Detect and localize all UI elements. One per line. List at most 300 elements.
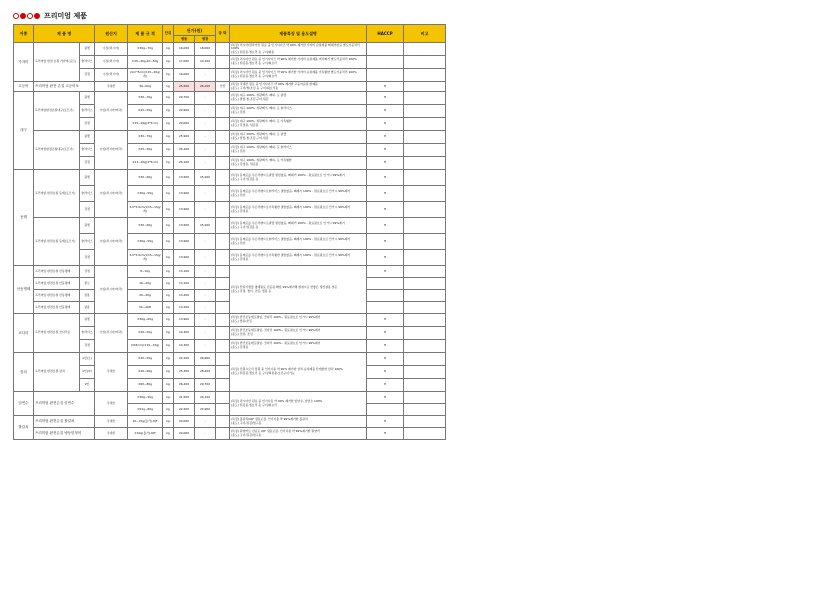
note-cell	[404, 302, 446, 314]
kind-cell: 필렛	[80, 92, 95, 105]
fish-cell: 코다리	[14, 314, 34, 353]
note-cell	[404, 144, 446, 157]
spec-cell: ±30~60g	[128, 170, 163, 186]
haccp-cell: H	[367, 118, 404, 131]
spec-cell: ±30~60g	[128, 218, 163, 234]
grade-cell	[216, 234, 230, 250]
grade-cell	[216, 250, 230, 266]
frozen-cell: 26,100	[174, 144, 195, 157]
header-spec: 제 품 규 격	[128, 25, 163, 43]
unit-cell: kg	[163, 327, 174, 340]
unit-cell: kg	[163, 416, 174, 428]
header-desc: 제품특징 및 용도설명	[230, 25, 367, 43]
note-cell	[404, 234, 446, 250]
name-cell: 프리미엄 완전손질 동태(포뜨기)	[34, 170, 80, 218]
desc-cell: (특징) 대구 100%, 위판뼈기, 뼈피, 포 필렛 (용도) 찜탕,찜,조림,구이,튀김	[230, 131, 367, 144]
desc-cell: (특징) 반건조동태포절임, 코다리 100% , 원료필요로 인가시 99%제거 (용도) 전류, 조림	[230, 327, 367, 340]
unit-cell: kg	[163, 82, 174, 92]
grade-cell	[216, 366, 230, 379]
grade-cell	[216, 340, 230, 353]
fish-cell: 임연수	[14, 392, 34, 416]
chilled-cell: -	[195, 428, 216, 440]
note-cell	[404, 118, 446, 131]
desc-cell: (특징) 대구 100%, 위판뼈기, 뼈피, 포 슬라이스 (용도) 전류	[230, 105, 367, 118]
fish-cell: 동태	[14, 170, 34, 266]
origin-cell: 수입(러시아/미국)	[95, 218, 128, 266]
kind-cell: 슬라이스	[80, 234, 95, 250]
unit-cell: kg	[163, 392, 174, 404]
haccp-cell: H	[367, 157, 404, 170]
red-dot-icon	[34, 13, 40, 19]
header-chilled: 냉장	[195, 36, 216, 43]
frozen-cell: 24,100	[174, 353, 195, 366]
grade-cell	[216, 353, 230, 366]
frozen-cell: 16,000	[174, 43, 195, 56]
spec-cell: ±25~50g	[128, 105, 163, 118]
chilled-cell: -	[195, 157, 216, 170]
note-cell	[404, 353, 446, 366]
fish-cell: 가자미	[14, 43, 34, 82]
haccp-cell: H	[367, 131, 404, 144]
frozen-cell: 13,100	[174, 278, 195, 290]
chilled-cell: -	[195, 302, 216, 314]
origin-cell: 국내산	[95, 428, 128, 440]
grade-cell	[216, 314, 230, 327]
desc-cell: (특징) 러시아산 원료 중 인기사용 약 90% 제거한 임연수, 임연수 100% (용도) 튀김용,찜요리 등 구이/회요리	[230, 392, 367, 416]
origin-cell: 수입(러시아/미국)	[95, 266, 128, 314]
note-cell	[404, 290, 446, 302]
grade-cell	[216, 404, 230, 416]
desc-cell: (특징) 볼갈치/IQF 냉동포장, 인기사용 약 99%제거한 볼갈치 (용도) 구이,튀김/찜구용	[230, 416, 367, 428]
haccp-cell: H	[367, 314, 404, 327]
haccp-cell: H	[367, 250, 404, 266]
chilled-cell: -	[195, 250, 216, 266]
haccp-cell: H	[367, 340, 404, 353]
haccp-cell	[367, 302, 404, 314]
haccp-cell: H	[367, 428, 404, 440]
spec-cell: ±40~60g	[128, 366, 163, 379]
desc-cell: (특징) 국내산 원료 중 인기사이즈 약 90% 제거한 고등어순살 완제품 (용도) 구이/찜/조림 등 구이/회요리용	[230, 82, 367, 92]
chilled-cell: -	[195, 131, 216, 144]
desc-cell: (특징) 러시아산 원료 중 인기사이즈 약 90% 제거한 가자미 순살제품 머리뼈거 별도가공처리 100% (용도) 튀김용,찜요리 등 구이/회요리	[230, 56, 367, 69]
spec-cell: 10~15g(틀가),IQF	[128, 416, 163, 428]
chilled-cell: -	[195, 327, 216, 340]
spec-cell: ±30~70g	[128, 92, 163, 105]
desc-cell: (특징) 반건조동태포절임, 코다리 100% , 원료필요로 인가시 99%제거 (용도) 강정용	[230, 340, 367, 353]
unit-cell: kg	[163, 428, 174, 440]
origin-cell: 국내산	[95, 353, 128, 392]
spec-cell: ±30g~50g	[128, 186, 163, 202]
table-row	[14, 43, 446, 56]
chilled-cell: 15,200	[195, 170, 216, 186]
grade-cell	[216, 290, 230, 302]
unit-cell: kg	[163, 118, 174, 131]
haccp-cell: H	[367, 366, 404, 379]
frozen-cell: 14,300	[174, 340, 195, 353]
haccp-cell	[367, 43, 404, 56]
note-cell	[404, 250, 446, 266]
name-cell: 프리미엄 완전손질 산동명태	[34, 278, 80, 290]
frozen-cell: 16,000	[174, 69, 195, 82]
desc-cell: (특징) 동태포를 뚜끈서행으로필렛 절임없음, 뼈제거 100% , 원료필요로 인가시 99%제거 (용도) 구이,튀김용 등	[230, 218, 367, 234]
chilled-cell: -	[195, 278, 216, 290]
chilled-cell: -	[195, 105, 216, 118]
kind-cell: 2인	[80, 379, 95, 392]
frozen-cell: 13,500	[174, 170, 195, 186]
haccp-cell	[367, 69, 404, 82]
desc-cell: (특징) 반건조동태포절임, 코다리 100% , 원료필요로 인가시 99%제거 (용도) 찜용/조림	[230, 314, 367, 327]
name-cell: 프리미엄 완전손질 임연수	[34, 392, 95, 416]
unit-cell: kg	[163, 69, 174, 82]
unit-cell: kg	[163, 366, 174, 379]
grade-cell	[216, 43, 230, 56]
circle-outline-icon	[13, 13, 19, 19]
spec-cell: ±15~20g(3*5cm)	[128, 118, 163, 131]
header-haccp: HACCP	[367, 25, 404, 43]
frozen-cell: 24,000	[174, 416, 195, 428]
header-price: 단가(원)	[174, 25, 216, 36]
frozen-cell: 13,900	[174, 234, 195, 250]
desc-cell: (특징) 러시아산 원료 중 인기사이즈 약 90% 제거한 가자미 순살제품 가독형한 별도가공처리 100% (용도) 튀김용,찜요리 등 구이/회요리	[230, 69, 367, 82]
chilled-cell: -	[195, 144, 216, 157]
chilled-cell: 19,100	[195, 56, 216, 69]
spec-cell: 30~40#	[128, 302, 163, 314]
frozen-cell: 13,200	[174, 290, 195, 302]
desc-cell: (특징) 대구 100%, 위판뼈기, 뼈피, 포 슬라이스 (용도) 전류	[230, 144, 367, 157]
desc-cell: (특징) 대구 100%, 위판뼈기, 뼈피, 포 필렛 (용도) 찜탕,찜,조림,구이,튀김	[230, 92, 367, 105]
note-cell	[404, 82, 446, 92]
spec-cell: 3.0*5.0cm(±15~15g/개)	[128, 250, 163, 266]
name-cell: 프리미엄완전손질대구(포뜨기)	[34, 92, 80, 131]
note-cell	[404, 379, 446, 392]
desc-cell: (특징) 원양어로 진공포 IQF 냉동포장, 인기사용 약 99%제거한 원양어 (용도) 구이,튀김/찜구용	[230, 428, 367, 440]
spec-cell: 20~40g	[128, 290, 163, 302]
grade-cell	[216, 416, 230, 428]
table-row	[14, 82, 446, 92]
chilled-cell: -	[195, 290, 216, 302]
unit-cell: kg	[163, 302, 174, 314]
kind-cell: 강정	[80, 202, 95, 218]
spec-cell: ±60~80g	[128, 379, 163, 392]
kind-cell: 필렛	[80, 131, 95, 144]
chilled-cell: -	[195, 186, 216, 202]
chilled-cell: -	[195, 92, 216, 105]
haccp-cell: H	[367, 379, 404, 392]
spec-cell: 16~20g	[128, 278, 163, 290]
chilled-cell: 28,400	[195, 366, 216, 379]
unit-cell: kg	[163, 218, 174, 234]
haccp-cell: H	[367, 234, 404, 250]
note-cell	[404, 314, 446, 327]
origin-cell: 수입(러시아)	[95, 56, 128, 69]
kind-cell: 1인(中)	[80, 366, 95, 379]
frozen-cell: 22,200	[174, 404, 195, 416]
note-cell	[404, 170, 446, 186]
grade-cell	[216, 392, 230, 404]
spec-cell: ±51g~80g	[128, 404, 163, 416]
name-cell: 프리미엄 완전 손질 고등어포	[34, 82, 95, 92]
header-unit: 단위	[163, 25, 174, 43]
chilled-cell: -	[195, 266, 216, 278]
haccp-cell	[367, 404, 404, 416]
name-cell: 프리미엄 완전 손질 가자미(포뜨)	[34, 43, 80, 82]
note-cell	[404, 428, 446, 440]
spec-cell: ±30~70g	[128, 131, 163, 144]
unit-cell: kg	[163, 234, 174, 250]
note-cell	[404, 69, 446, 82]
grade-cell	[216, 157, 230, 170]
spec-cell: 2cm*5cm(±15~20g/개)	[128, 69, 163, 82]
header-origin: 원산지	[95, 25, 128, 43]
kind-cell: 슬라이스	[80, 105, 95, 118]
fish-cell: 삼치	[14, 353, 34, 392]
table-row	[14, 302, 446, 314]
spec-cell: ±13~20g(3*5cm)	[128, 157, 163, 170]
table-row	[14, 314, 446, 327]
note-cell	[404, 416, 446, 428]
unit-cell: kg	[163, 266, 174, 278]
desc-cell: (특징) 전원으로서 전원 중 인기사용 약 90% 제거한 삼치 순살제품 산재함한 삼치 100% (용도) 튀김용,찜요리 등 구이/회용용,오븐구이가능	[230, 353, 367, 392]
desc-cell: (특징) 러시아/캄차카산 원료 중 인기사이즈 약 90% 제거한 가자미 순살제품 뼈제거완료 별도가공처리 100% (용도) 튀김용,찜요리 등 구이/회용	[230, 43, 367, 56]
chilled-cell: -	[195, 340, 216, 353]
note-cell	[404, 278, 446, 290]
unit-cell: kg	[163, 314, 174, 327]
grade-cell	[216, 131, 230, 144]
note-cell	[404, 392, 446, 404]
note-cell	[404, 105, 446, 118]
haccp-cell	[367, 56, 404, 69]
frozen-cell: 26,400	[174, 379, 195, 392]
unit-cell: kg	[163, 353, 174, 366]
origin-cell: 수입(러시아)	[95, 69, 128, 82]
unit-cell: kg	[163, 340, 174, 353]
chilled-cell: 26,900	[195, 353, 216, 366]
haccp-cell: H	[367, 82, 404, 92]
frozen-cell: 13,200	[174, 302, 195, 314]
haccp-cell: H	[367, 353, 404, 366]
chilled-cell: 26,100	[195, 82, 216, 92]
unit-cell: kg	[163, 186, 174, 202]
note-cell	[404, 202, 446, 218]
unit-cell: kg	[163, 131, 174, 144]
desc-cell: (특징) 대구 100%, 위판뼈기, 뼈피, 포 가독형한 (용도) 강정용, 튀김용	[230, 118, 367, 131]
grade-cell	[216, 170, 230, 186]
desc-cell: (특징) 대구 100%, 위판뼈기, 뼈피, 포 가독형한 (용도) 강정용, 튀김용	[230, 157, 367, 170]
unit-cell: kg	[163, 404, 174, 416]
name-cell: 프리미엄 완전손질 볼갈치	[34, 416, 95, 428]
frozen-cell: 13,900	[174, 314, 195, 327]
haccp-cell	[367, 290, 404, 302]
header-fish: 어종	[14, 25, 34, 43]
spec-cell: (3X5cm)(±15~15g)	[128, 340, 163, 353]
chilled-cell: -	[195, 314, 216, 327]
spec-cell: ±30~50g	[128, 353, 163, 366]
header-frozen: 냉동	[174, 36, 195, 43]
grade-cell	[216, 278, 230, 290]
kind-cell: 필용	[80, 302, 95, 314]
spec-cell: ±30g~50g	[128, 392, 163, 404]
unit-cell: kg	[163, 43, 174, 56]
frozen-cell: 21,500	[174, 392, 195, 404]
chilled-cell: 29,700	[195, 379, 216, 392]
note-cell	[404, 92, 446, 105]
unit-cell: kg	[163, 278, 174, 290]
grade-cell	[216, 302, 230, 314]
grade-cell	[216, 118, 230, 131]
note-cell	[404, 131, 446, 144]
fish-cell: 산동명태	[14, 266, 34, 314]
grade-cell	[216, 266, 230, 278]
table-row	[14, 353, 446, 366]
haccp-cell: H	[367, 144, 404, 157]
table-row	[14, 218, 446, 234]
kind-cell: 강정	[80, 69, 95, 82]
haccp-cell: H	[367, 266, 404, 278]
desc-cell: (특징) 산란기생물 명태원료 진공된 빠름 99%제거해 절취으로 맛좋은 생산설용 얼은 (용도) 강정, 찜이, 조림, 찜용 등	[230, 266, 367, 314]
frozen-cell: 20,700	[174, 92, 195, 105]
name-cell: 프리미엄 완전손질 동태(포뜨기)	[34, 218, 80, 266]
haccp-cell: H	[367, 186, 404, 202]
grade-cell	[216, 327, 230, 340]
unit-cell: kg	[163, 250, 174, 266]
kind-cell: 필렛	[80, 43, 95, 56]
kind-cell: 슬라이스	[80, 327, 95, 340]
table-row	[14, 131, 446, 144]
table-row	[14, 92, 446, 105]
note-cell	[404, 157, 446, 170]
desc-cell: (특징) 동태포를 뚜끈서행으로가독형한 절임없음, 뼈제거 100% , 원료필요로 인가시 99%제거 (용도) 강정용	[230, 250, 367, 266]
spec-cell: 8~10g	[128, 266, 163, 278]
frozen-cell: 25,900	[174, 131, 195, 144]
desc-cell: (특징) 동태포를 뚜끈서행으로가독형한 절임없음, 뼈제거 100% , 원료필요로 인가시 99%제거 (용도) 강정용	[230, 202, 367, 218]
note-cell	[404, 327, 446, 340]
chilled-cell: -	[195, 234, 216, 250]
kind-cell: 전용	[80, 290, 95, 302]
kind-cell: 필렛	[80, 170, 95, 186]
table-body	[14, 43, 446, 440]
kind-cell: 짤구	[80, 278, 95, 290]
kind-cell: 슬라이스	[80, 186, 95, 202]
chilled-cell: -	[195, 69, 216, 82]
haccp-cell	[367, 278, 404, 290]
unit-cell: kg	[163, 92, 174, 105]
origin-cell: 국내산	[95, 416, 128, 428]
kind-cell: 강정	[80, 340, 95, 353]
header-name: 제 품 명	[34, 25, 95, 43]
unit-cell: kg	[163, 144, 174, 157]
haccp-cell: H	[367, 92, 404, 105]
grade-cell	[216, 105, 230, 118]
chilled-cell: -	[195, 416, 216, 428]
name-cell: 프리미엄완전손질대구(포뜨기)	[34, 131, 80, 170]
kind-cell: 강정	[80, 118, 95, 131]
table-row	[14, 170, 446, 186]
kind-cell: 슬라이스	[80, 144, 95, 157]
unit-cell: kg	[163, 170, 174, 186]
frozen-cell: 13,900	[174, 186, 195, 202]
haccp-cell: H	[367, 170, 404, 186]
spec-cell: ±30g~70g	[128, 43, 163, 56]
table-row	[14, 416, 446, 428]
chilled-cell: 24,100	[195, 392, 216, 404]
grade-cell	[216, 428, 230, 440]
kind-cell: 강정	[80, 266, 95, 278]
unit-cell: kg	[163, 202, 174, 218]
header-grade: 등 락	[216, 25, 230, 43]
spec-cell: 3.0*5.0cm(±15~15g/개)	[128, 202, 163, 218]
grade-cell	[216, 92, 230, 105]
grade-cell	[216, 186, 230, 202]
note-cell	[404, 266, 446, 278]
unit-cell: kg	[163, 290, 174, 302]
table-row	[14, 266, 446, 278]
frozen-cell: 17,000	[174, 56, 195, 69]
grade-cell	[216, 144, 230, 157]
desc-cell: (특징) 동태포를 뚜끈서행으로슬라이스 절임없음, 뼈제거 100% , 원료필요로 인가시 99%제거 (용도) 전류	[230, 234, 367, 250]
spec-cell: ±30g~50g	[128, 234, 163, 250]
name-cell: 프리미엄 완전손질 삼치	[34, 353, 80, 392]
table-row	[14, 278, 446, 290]
frozen-cell: 20,000	[174, 118, 195, 131]
chilled-cell: 24,900	[195, 404, 216, 416]
grade-cell: 인상	[216, 82, 230, 92]
frozen-cell: 14,300	[174, 327, 195, 340]
kind-cell: 슬라이스	[80, 56, 95, 69]
table-row	[14, 428, 446, 440]
origin-cell: 국내산	[95, 392, 128, 416]
grade-cell	[216, 69, 230, 82]
origin-cell: 수입(러시아)	[95, 43, 128, 56]
name-cell: 프리미엄 완전손질 산동명태	[34, 302, 80, 314]
unit-cell: kg	[163, 379, 174, 392]
frozen-cell: 13,900	[174, 250, 195, 266]
red-dot-icon	[20, 13, 26, 19]
name-cell: 프리미엄 완전손질 산동명태	[34, 266, 80, 278]
spec-cell: ±10g(틀가),IQF	[128, 428, 163, 440]
haccp-cell: H	[367, 327, 404, 340]
note-cell	[404, 404, 446, 416]
kind-cell: 강정	[80, 157, 95, 170]
desc-cell: (특징) 동태포를 뚜끈서행으로필렛 절임없음, 뼈제거 100% , 원료필요로 인가시 99%제거 (용도) 구이,튀김용 등	[230, 170, 367, 186]
chilled-cell: 18,000	[195, 43, 216, 56]
grade-cell	[216, 218, 230, 234]
table-row	[14, 392, 446, 404]
page-title	[13, 10, 87, 22]
kind-cell: 1인(소)	[80, 353, 95, 366]
name-cell: 프리미엄 완전손질 냉동한정어	[34, 428, 95, 440]
frozen-cell: 13,100	[174, 266, 195, 278]
kind-cell: 강정	[80, 250, 95, 266]
spec-cell: 30~60g	[128, 82, 163, 92]
fish-cell: 대구	[14, 92, 34, 170]
note-cell	[404, 186, 446, 202]
haccp-cell: H	[367, 392, 404, 404]
frozen-cell: 13,900	[174, 202, 195, 218]
page-title-text: 프리미엄 제품	[44, 12, 88, 20]
fish-cell: 볼갈치	[14, 416, 34, 440]
chilled-cell: -	[195, 118, 216, 131]
origin-cell: 수입(러시아/미국)	[95, 314, 128, 353]
frozen-cell: 25,500	[174, 82, 195, 92]
kind-cell: 필렛	[80, 314, 95, 327]
note-cell	[404, 56, 446, 69]
frozen-cell: 24,000	[174, 428, 195, 440]
note-cell	[404, 366, 446, 379]
frozen-cell: 26,100	[174, 157, 195, 170]
kind-cell: 필렛	[80, 218, 95, 234]
fish-cell: 고등어	[14, 82, 34, 92]
table-row	[14, 290, 446, 302]
